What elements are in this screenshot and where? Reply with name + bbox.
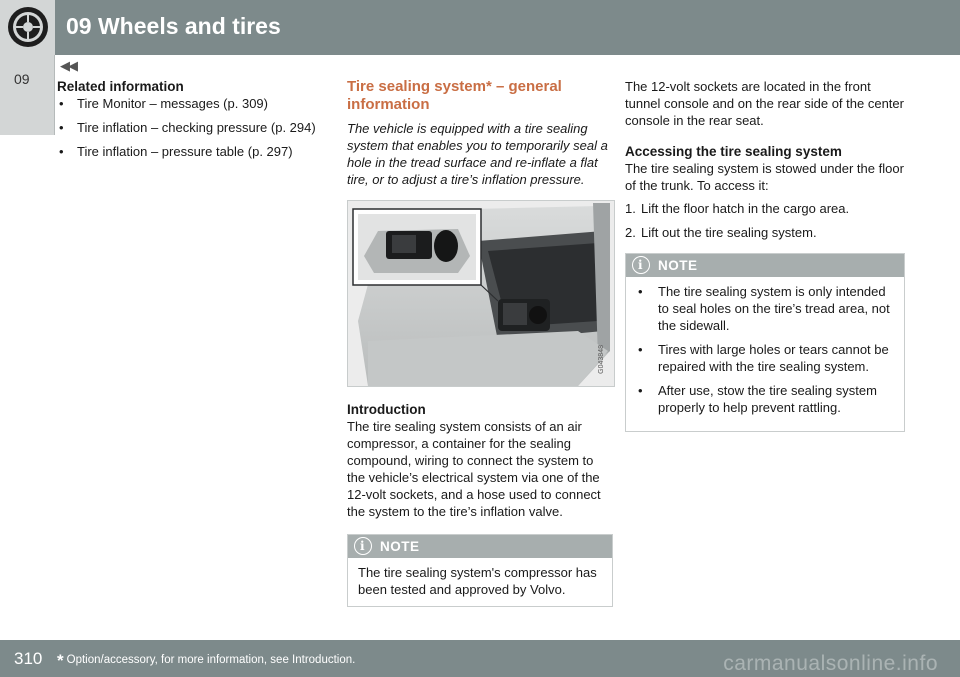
step-item [625,224,905,241]
step-item [625,200,905,217]
step-number: 1. [625,201,636,216]
figure-code: G043848 [598,345,605,374]
chapter-title: 09 Wheels and tires [66,13,281,39]
tire-sealing-section [347,78,613,607]
note-item: • The tire sealing system is only intended to seal holes on the tire’s tread area, not the sidewall. [636,283,894,334]
introduction-heading: Introduction [347,402,426,417]
note-header [626,254,904,277]
info-icon [354,537,372,555]
note-list [636,283,894,416]
page-footer [0,640,960,677]
access-heading: Accessing the tire sealing system [625,144,842,159]
trunk-illustration [347,200,615,387]
section-title: Tire sealing system* – general information [347,78,562,113]
section-intro: The vehicle is equipped with a tire sealing system that enables you to temporarily seal a hole in the tread surface and re-inflate a flat tire, or to adjust a tire’s inflation pressure. [347,121,608,187]
sockets-paragraph: The 12-volt sockets are located in the front tunnel console and on the rear side of the center console in the rear seat. [625,79,904,128]
related-links-list [57,95,322,160]
note-text: The tire sealing system's compressor has been tested and approved by Volvo. [358,565,597,597]
access-steps [625,200,905,241]
related-information-section [57,78,322,167]
page-number: 310 [14,649,43,668]
introduction-body: The tire sealing system consists of an air compressor, a container for the sealing compound, wiring to connect the system to the vehicle’s electrical system via one of the 12-volt sockets, and a hose used to connect the system to the tire’s inflation valve. [347,419,601,519]
watermark: carmanualsonline.info [723,652,938,675]
footnote [57,651,355,671]
step-text: Lift out the tire sealing system. [641,225,817,240]
related-link[interactable]: • Tire Monitor – messages (p. 309) [57,95,322,112]
continued-from-previous-icon: ◀◀ [60,58,76,73]
note-box [347,534,613,607]
related-link[interactable]: • Tire inflation – pressure table (p. 297) [57,143,322,160]
chapter-badge [0,0,55,55]
chapter-header [0,0,960,55]
related-link[interactable]: • Tire inflation – checking pressure (p. 294) [57,119,322,136]
access-section [625,78,905,432]
note-body [626,277,904,431]
note-body [348,558,612,606]
footnote-star: * [57,651,64,670]
note-label: NOTE [380,539,420,554]
tire-icon [6,5,50,49]
trunk-drawing [348,201,614,386]
note-label: NOTE [658,258,698,273]
info-icon [632,256,650,274]
step-number: 2. [625,225,636,240]
chapter-tab[interactable] [0,55,55,135]
note-box [625,253,905,432]
footnote-text: Option/accessory, for more information, see Introduction. [66,654,356,666]
access-paragraph: The tire sealing system is stowed under the floor of the trunk. To access it: [625,161,904,193]
note-item: • After use, stow the tire sealing system properly to help prevent rattling. [636,382,894,416]
step-text: Lift the floor hatch in the cargo area. [641,201,850,216]
note-item: • Tires with large holes or tears cannot be repaired with the tire sealing system. [636,341,894,375]
related-information-heading: Related information [57,79,184,94]
chapter-tab-label: 09 [14,71,30,87]
note-header [348,535,612,558]
